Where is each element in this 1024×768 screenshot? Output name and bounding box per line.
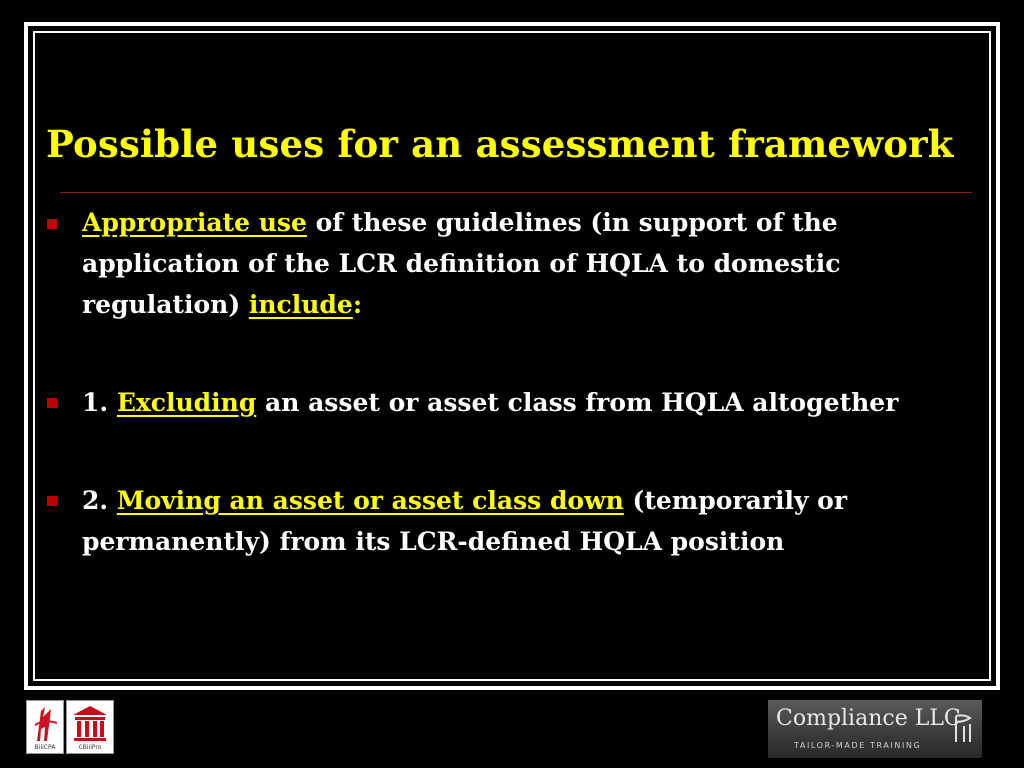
bullet-text: an asset or asset class from HQLA altogether: [256, 388, 899, 417]
bullet-marker: [47, 496, 57, 506]
item-number: 1.: [82, 388, 117, 417]
item-number: 2.: [82, 486, 117, 515]
bullet-item-excluding: [82, 382, 982, 423]
compliance-llc-logo: [768, 700, 982, 758]
highlight-excluding: Excluding: [116, 388, 257, 417]
fire-h-icon: [27, 703, 63, 745]
logo-caption: CBiiiPro: [78, 744, 102, 751]
bullet-text: of these guidelines (in support of the application of the LCR definition of HQLA to domestic regulation): [82, 208, 841, 319]
highlight-moving-down: Moving an asset or asset class down: [116, 486, 624, 515]
title-divider: [60, 192, 972, 193]
company-tagline: TAILOR-MADE TRAINING: [794, 741, 922, 750]
bank-columns-icon: [67, 703, 113, 745]
company-name: Compliance LLC: [776, 706, 961, 731]
bullet-text: (temporarily or permanently) from its LCR-defined HQLA position: [82, 486, 848, 556]
bullet-item-moving-down: [82, 480, 982, 562]
flag-emblem-icon: [952, 712, 978, 746]
slide-title: Possible uses for an assessment framework: [46, 122, 954, 166]
colon: :: [352, 290, 363, 319]
bullet-marker: [47, 398, 57, 408]
highlight-include: include: [248, 290, 353, 319]
biiicpa-logo: [26, 700, 64, 754]
logo-caption: BiiiCPA: [34, 744, 56, 751]
highlight-appropriate-use: Appropriate use: [82, 208, 307, 237]
bullet-marker: [47, 219, 57, 229]
bullet-item-appropriate-use: [82, 202, 982, 325]
cbiiipro-logo: [66, 700, 114, 754]
